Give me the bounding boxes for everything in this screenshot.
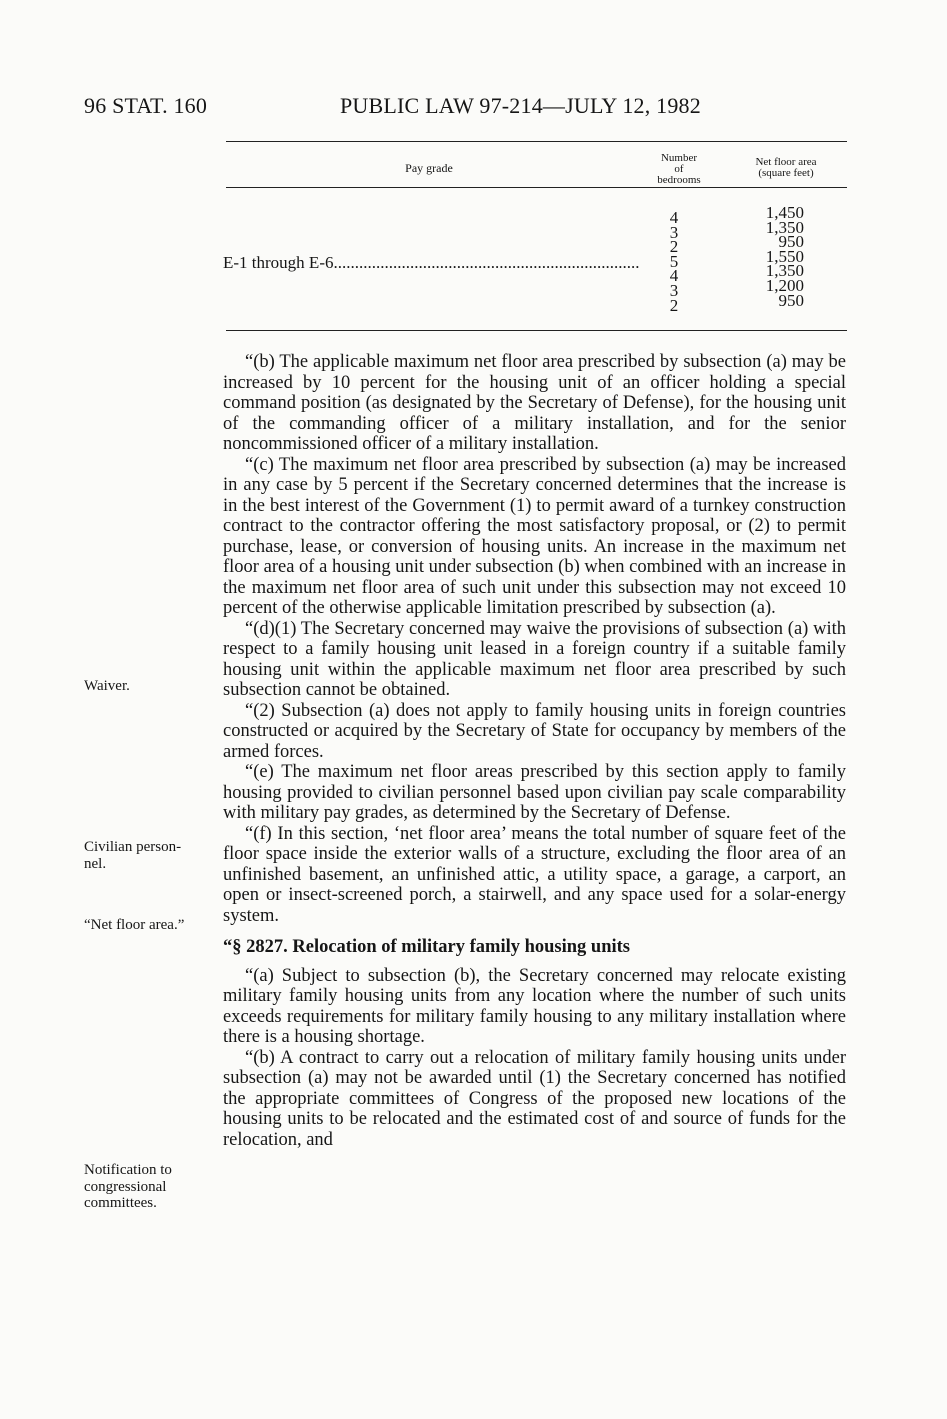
table-bottom-rule — [226, 330, 847, 331]
margin-note-waiver: Waiver. — [84, 678, 130, 694]
statute-body — [223, 352, 846, 1150]
table-top-rule — [226, 141, 847, 142]
bedrooms-values: 4 3 2 5 4 3 2 — [669, 208, 679, 315]
col-bedrooms — [648, 153, 710, 186]
table-header-rule — [226, 187, 847, 188]
row-label-e1-e6: E-1 through E-6........................................................................ — [223, 253, 640, 272]
paragraph-d1: “(d)(1) The Secretary concerned may waive the provisions of subsection (a) with respect to a family housing unit leased in a foreign country if a suitable family housing unit within the applicable maximum net floor area prescribed by such subsection cannot be obtained. — [223, 618, 846, 700]
col-area-line1: Net floor area — [755, 156, 817, 168]
paragraph-f: “(f) In this section, ‘net floor area’ means the total number of square feet of the floor space inside the exterior walls of a structure, excluding the floor area of an unfinished basement, an unfinished attic, a utility space, a garage, a carport, an open or insect-screened porch, a stairwell, and any space used for a solar-energy system. — [223, 823, 846, 926]
public-law-title: PUBLIC LAW 97-214—JULY 12, 1982 — [340, 93, 701, 118]
margin-note-civilian-personnel: Civilian person- nel. — [84, 839, 182, 872]
paragraph-c: “(c) The maximum net floor area prescribed by subsection (a) may be increased in any case by 5 percent if the Secretary concerned determines that the increase is in the best interest of the Government (1) to permit award of a turnkey construction contract to the contractor offering the most satisfactory proposal, or (2) to permit purchase, lease, or conversion of housing units. An increase in the maximum net floor area of a housing unit under subsection (b) when combined with an increase in the maximum net floor area of such unit under this subsection may not exceed 10 percent of the otherwise applicable limitation prescribed by subsection (a). — [223, 454, 846, 618]
col-bedrooms-line2: of — [674, 163, 684, 175]
col-area-line2: (square feet) — [758, 167, 814, 179]
paragraph-e: “(e) The maximum net floor areas prescribed by this section apply to family housing provided to civilian personnel based upon civilian pay scale comparability with military pay grades, as determined by the Secretary of Defense. — [223, 762, 846, 823]
paragraph-2827-b: “(b) A contract to carry out a relocation of military family housing units under subsection (a) may not be awarded until (1) the Secretary concerned has notified the appropriate committees of Congress of the proposed new locations of the housing units to be relocated and the estimated cost of and source of funds for the relocation, and — [223, 1047, 846, 1150]
stat-page-number: 96 STAT. 160 — [84, 93, 208, 118]
paragraph-2827-a: “(a) Subject to subsection (b), the Secretary concerned may relocate existing military family housing units from any location where the number of such units exceeds requirements for military family housing to any military installation where there is a housing shortage. — [223, 965, 846, 1047]
paragraph-b: “(b) The applicable maximum net floor area prescribed by subsection (a) may be increased by 10 percent for the housing unit of an officer holding a special command position (as designated by the Secretary of Defense), for the housing unit of the commanding officer of a military installation, and for the senior noncommissioned officer of a military installation. — [223, 352, 846, 454]
col-net-floor-area — [740, 157, 832, 179]
paragraph-d2: “(2) Subsection (a) does not apply to family housing units in foreign countries constructed or acquired by the Secretary of State for occupancy by members of the armed forces. — [223, 700, 846, 762]
net-floor-area-values: 1,450 1,350 950 1,550 1,350 1,200 950 — [765, 203, 804, 310]
margin-note-net-floor-area: “Net floor area.” — [84, 917, 185, 933]
col-bedrooms-line3: bedrooms — [657, 174, 701, 186]
section-2827-heading: “§ 2827. Relocation of military family housing units — [223, 937, 631, 957]
col-bedrooms-line1: Number — [660, 152, 698, 164]
margin-note-notification: Notification to congressional committees. — [84, 1162, 172, 1211]
col-pay-grade: Pay grade — [405, 161, 453, 175]
